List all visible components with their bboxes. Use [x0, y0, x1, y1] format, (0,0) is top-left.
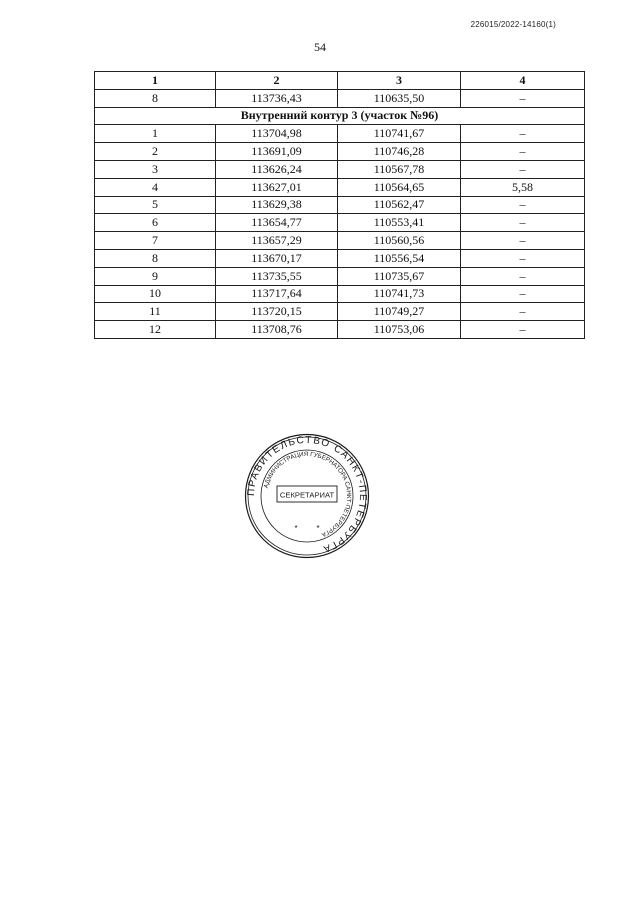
header-cell: 3 [338, 72, 461, 90]
table-cell: – [461, 321, 585, 339]
table-cell: 110564,65 [338, 178, 461, 196]
table-cell: – [461, 285, 585, 303]
table-cell: 113627,01 [216, 178, 338, 196]
table-cell: 113654,77 [216, 214, 338, 232]
table-row [95, 160, 585, 178]
table-cell: 12 [95, 321, 216, 339]
table-cell: – [461, 160, 585, 178]
table-cell: – [461, 267, 585, 285]
table-row [95, 249, 585, 267]
table-cell: – [461, 196, 585, 214]
stamp-inner-text: АДМИНИСТРАЦИЯ ГУБЕРНАТОРА САНКТ-ПЕТЕРБУРГА [262, 450, 353, 538]
table-cell: 110553,41 [338, 214, 461, 232]
table-cell: 110741,67 [338, 125, 461, 143]
table-cell: 113691,09 [216, 143, 338, 161]
table-row [95, 232, 585, 250]
table-cell: 113629,38 [216, 196, 338, 214]
table-cell: 1 [95, 125, 216, 143]
table-row [95, 125, 585, 143]
table-cell: 110562,47 [338, 196, 461, 214]
table-cell: 7 [95, 232, 216, 250]
table-row [95, 303, 585, 321]
table-cell: – [461, 303, 585, 321]
table-row [95, 267, 585, 285]
table-cell: 11 [95, 303, 216, 321]
table-cell: 113736,43 [216, 89, 338, 107]
table-cell: 110753,06 [338, 321, 461, 339]
table-row [95, 143, 585, 161]
stamp-center-text: СЕКРЕТАРИАТ [279, 490, 335, 500]
table-cell: 113670,17 [216, 249, 338, 267]
table-cell: 3 [95, 160, 216, 178]
section-title: Внутренний контур 3 (участок №96) [95, 107, 585, 125]
table-cell: – [461, 143, 585, 161]
page-number: 54 [314, 40, 326, 54]
header-cell: 2 [216, 72, 338, 90]
table-cell: 110560,56 [338, 232, 461, 250]
table-cell: 113704,98 [216, 125, 338, 143]
table-cell: – [461, 214, 585, 232]
table-row [95, 196, 585, 214]
header-cell: 4 [461, 72, 585, 90]
coordinates-table [94, 71, 585, 339]
table-cell: 6 [95, 214, 216, 232]
table-cell: 110735,67 [338, 267, 461, 285]
stamp-outer-text: ПРАВИТЕЛЬСТВО САНКТ-ПЕТЕРБУРГА [245, 434, 369, 555]
table-cell: – [461, 89, 585, 107]
table-cell: 5,58 [461, 178, 585, 196]
table-header-row [95, 72, 585, 90]
table-cell: 113717,64 [216, 285, 338, 303]
table-cell: 110741,73 [338, 285, 461, 303]
header-cell: 1 [95, 72, 216, 90]
table-cell: 4 [95, 178, 216, 196]
table-cell: 110556,54 [338, 249, 461, 267]
table-row [95, 321, 585, 339]
table-cell: 9 [95, 267, 216, 285]
table-row [95, 214, 585, 232]
table-cell: 10 [95, 285, 216, 303]
table-cell: 5 [95, 196, 216, 214]
table-row [95, 89, 585, 107]
table-cell: 113657,29 [216, 232, 338, 250]
table-cell: 110635,50 [338, 89, 461, 107]
section-row [95, 107, 585, 125]
table-cell: 113708,76 [216, 321, 338, 339]
table-cell: 110567,78 [338, 160, 461, 178]
table-cell: – [461, 125, 585, 143]
table-row [95, 285, 585, 303]
table-cell: – [461, 232, 585, 250]
table-cell: 113720,15 [216, 303, 338, 321]
table-cell: 113626,24 [216, 160, 338, 178]
table-cell: 110749,27 [338, 303, 461, 321]
table-cell: 8 [95, 249, 216, 267]
official-stamp [244, 433, 370, 559]
table-cell: 8 [95, 89, 216, 107]
document-id: 226015/2022-14160(1) [470, 20, 556, 29]
table-row [95, 178, 585, 196]
table-cell: 110746,28 [338, 143, 461, 161]
table-cell: 113735,55 [216, 267, 338, 285]
table-cell: – [461, 249, 585, 267]
table-cell: 2 [95, 143, 216, 161]
stamp-star-icon: * [316, 524, 320, 533]
stamp-star-icon: * [294, 524, 298, 533]
